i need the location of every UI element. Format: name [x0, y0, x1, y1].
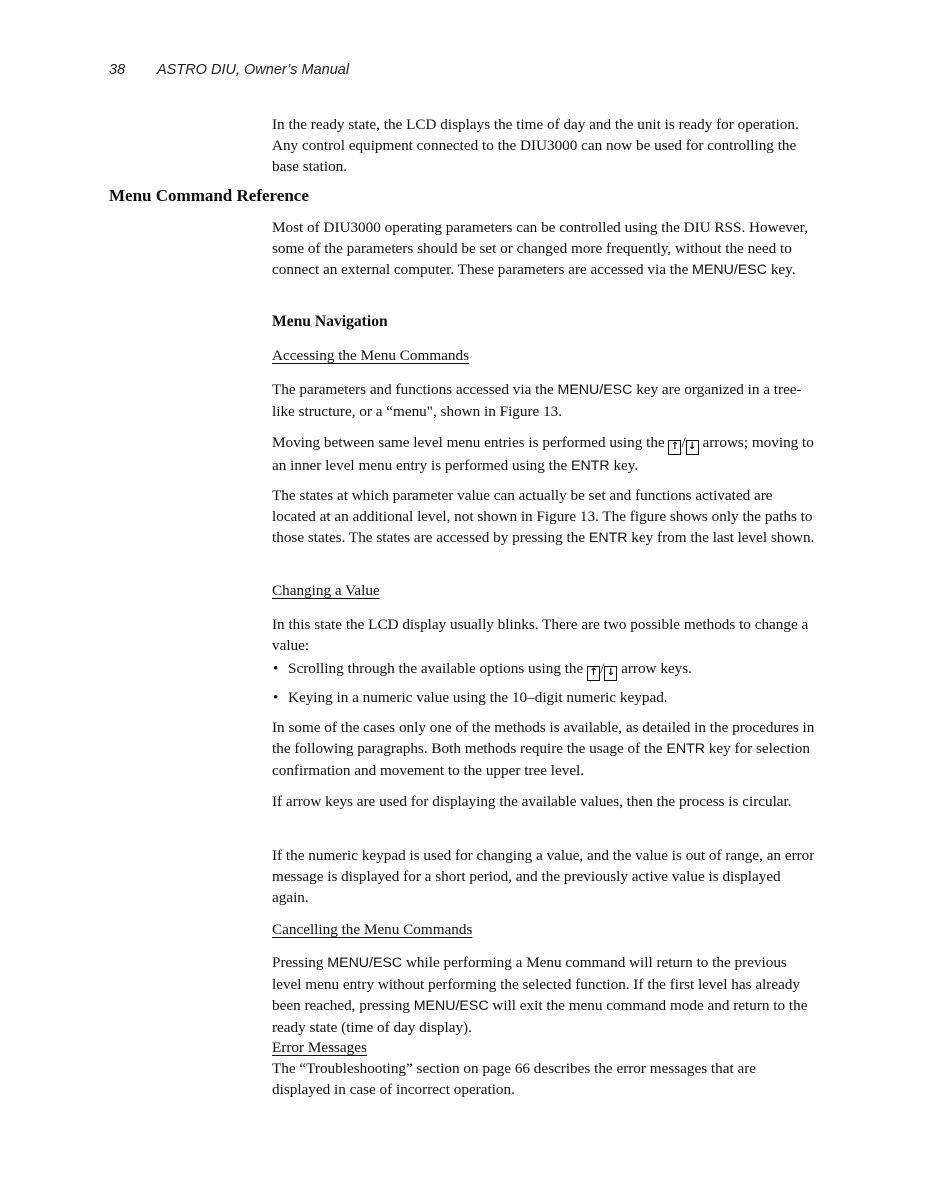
list-item — [272, 658, 817, 681]
text: If the numeric keypad is used for changing a value, and the value is out of range, an error message is displayed for a short period, and the previously active value is displayed again. — [272, 847, 815, 906]
text: Keying in a numeric value using the 10–digit numeric keypad. — [288, 689, 668, 706]
section-para-text: Most of DIU3000 operating parameters can be controlled using the DIU RSS. However, some of the parameters should be set or changed more frequently, without the need to connect an external computer. These parameters are accessed via the — [272, 219, 808, 278]
text: will exit the menu command mode and return to the ready state (time of day display). — [272, 997, 808, 1036]
text: arrows; moving to an inner level menu entry is performed using the — [272, 434, 814, 474]
accessing-para-3 — [272, 485, 817, 549]
changing-para-2 — [272, 717, 817, 781]
cancelling-para — [272, 952, 817, 1038]
down-arrow-key-icon: ↓ — [686, 440, 699, 455]
slash: / — [600, 660, 605, 677]
changing-heading — [272, 580, 817, 601]
entr-key-label: ENTR — [588, 530, 628, 546]
text: The “Troubleshooting” section on page 66 describes the error messages that are displayed in case of incorrect operation. — [272, 1060, 757, 1098]
down-arrow-key-icon: ↓ — [604, 666, 617, 681]
errors-title: Error Messages — [272, 1039, 367, 1056]
cancelling-heading — [272, 919, 817, 940]
errors-section — [272, 1037, 817, 1100]
changing-title: Changing a Value — [272, 582, 380, 599]
cancelling-title: Cancelling the Menu Commands — [272, 921, 473, 938]
up-arrow-key-icon: ↑ — [587, 666, 600, 681]
text: key for selection confirmation and movement to the upper tree level. — [272, 740, 810, 779]
text: Scrolling through the available options using the — [288, 660, 588, 677]
text: arrow keys. — [617, 660, 692, 677]
page-number: 38 — [109, 62, 126, 78]
text: The states at which parameter value can actually be set and functions activated are located at an additional level, not shown in Figure 13. The figure shows only the paths to those states. The states are accessed by pressing the — [272, 487, 813, 546]
text: key from the last level shown. — [627, 529, 815, 546]
accessing-para-2 — [272, 432, 817, 477]
text: Moving between same level menu entries is performed using the — [272, 434, 669, 451]
text: If arrow keys are used for displaying the available values, then the process is circular. — [272, 793, 792, 810]
changing-para-3 — [272, 791, 817, 812]
menu-esc-key-label: MENU/ESC — [327, 955, 403, 971]
accessing-heading — [272, 345, 817, 366]
up-arrow-key-icon: ↑ — [668, 440, 681, 455]
section-paragraph — [272, 217, 817, 281]
text: The parameters and functions accessed via the — [272, 381, 558, 398]
slash: / — [681, 434, 686, 451]
section-para-end: key. — [767, 261, 796, 278]
text: Pressing — [272, 954, 328, 971]
changing-para-4 — [272, 845, 817, 908]
text: key are organized in a tree-like structure, or a “menu", shown in Figure 13. — [272, 381, 802, 420]
text: In some of the cases only one of the methods is available, as detailed in the procedures in the following paragraphs. Both methods require the usage of the — [272, 719, 815, 757]
list-item — [272, 687, 817, 708]
bullet-list — [272, 658, 817, 708]
accessing-title: Accessing the Menu Commands — [272, 347, 469, 364]
text: In this state the LCD display usually blinks. There are two possible methods to change a value: — [272, 616, 809, 654]
menu-esc-key-label: MENU/ESC — [692, 262, 768, 278]
running-header — [109, 62, 349, 78]
text: while performing a Menu command will return to the previous level menu entry without performing the selected function. If the first level has already been reached, pressing — [272, 954, 801, 1014]
menu-esc-key-label: MENU/ESC — [413, 998, 489, 1014]
menu-esc-key-label: MENU/ESC — [557, 382, 633, 398]
changing-para-1 — [272, 614, 817, 656]
intro-paragraph — [272, 114, 817, 177]
text: key. — [609, 457, 639, 474]
subsection-heading: Menu Navigation — [272, 313, 388, 330]
entr-key-label: ENTR — [666, 741, 705, 757]
section-heading: Menu Command Reference — [109, 186, 309, 205]
entr-key-label: ENTR — [571, 458, 610, 474]
accessing-para-1 — [272, 379, 817, 422]
intro-text: In the ready state, the LCD displays the time of day and the unit is ready for operation. Any control equipment connected to the DIU3000 can now be used for controlling the base station. — [272, 116, 799, 175]
manual-title: ASTRO DIU, Owner’s Manual — [157, 62, 350, 78]
